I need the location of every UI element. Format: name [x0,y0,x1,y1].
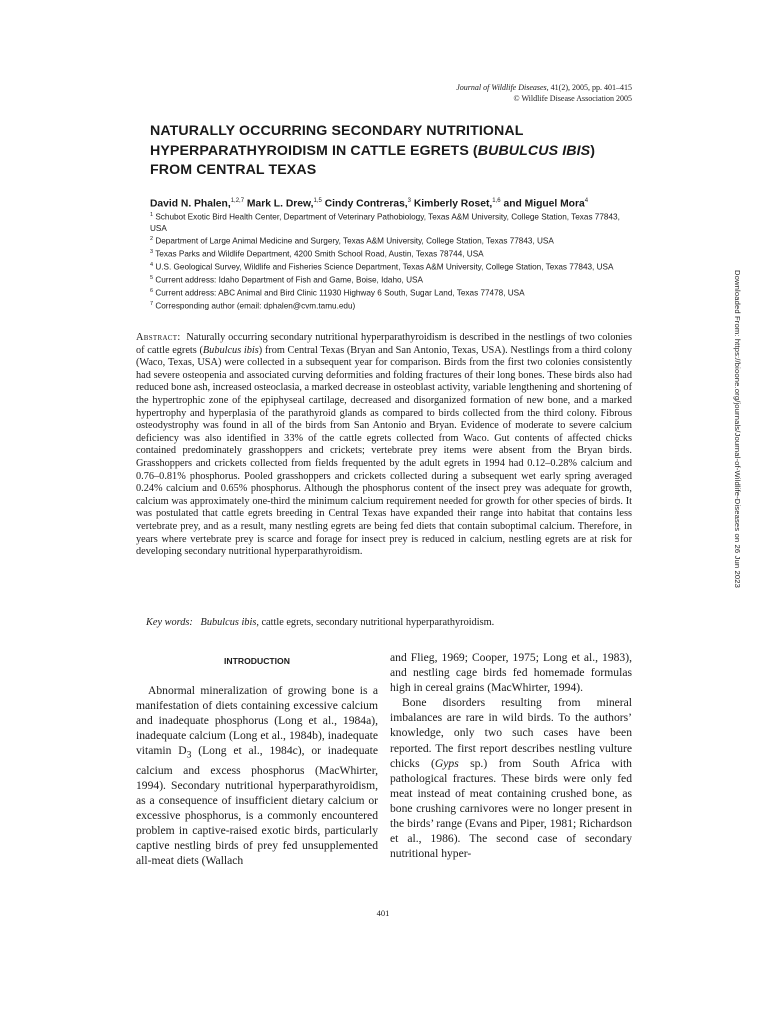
author-name: Kimberly Roset, [411,198,493,210]
affiliation-item: $^3$ Texas Parks and Wildlife Department, 4200 Smith School Road, Austin, Texas 78744, USA [150,249,484,259]
species-name: Bubulcus ibis [202,344,259,356]
article-title [150,122,630,181]
keywords-label: Key words: [146,617,193,628]
author-name: Cindy Contreras, [321,198,408,210]
body-paragraph: Abnormal mineralization of growing bone is a manifestation of diets containing excessive calcium and inadequate phosphorus (Long et al., 1984a), inadequate calcium (Long et al., 1984b), inadequate vitamin $D_3$ (Long et al., 1984c), or inadequate calcium and excess phosphorus (MacWhirter, 1994). Secondary nutritional hyperparathyroidism, as a consequence of insufficient dietary calcium or excessive phosphorus, is a commonly encountered problem in captive-raised exotic birds, particularly captive nestling birds of prey fed unsupplemented all-meat diets (Wallach [136,684,378,868]
title-part-1: NATURALLY OCCURRING SECONDARY NUTRITIONAL HYPERPARATHYROIDISM IN CATTLE EGRETS ( [150,123,524,159]
journal-volume: 41(2), 2005, pp. 401–415 [550,83,632,92]
body-paragraph: and Flieg, 1969; Cooper, 1975; Long et al., 1983), and nestling cage birds fed homemade formulas high in cereal grains (MacWhirter, 1994). [390,651,632,695]
page-number: 401 [376,908,390,918]
journal-citation-line [380,82,632,93]
author-name: and Miguel Mora [500,198,585,210]
body-paragraph: Bone disorders resulting from mineral imbalances are rare in wild birds. To the authors’ knowledge, only two such cases have been reported. The first report describes nestling vulture chicks (Gyps sp.) from South Africa with pathological fractures. These birds were only fed meat instead of meat containing crushed bone, as bone crushing carnivores were no longer present in the birds’ range (Evans and Piper, 1981; Richardson et al., 1986). The second case of secondary nutritional hyper- [390,696,632,861]
author-name: David N. Phalen, [150,198,231,210]
author-affiliation-marks: 3 [407,198,411,204]
title-part-2: ) FROM CENTRAL TEXAS [150,142,596,178]
keywords: Key words: Bubulcus ibis, cattle egrets, secondary nutritional hyperparathyroidism. [146,617,495,628]
title-species: BUBULCUS IBIS [477,142,591,159]
body-column-right [390,650,632,861]
affiliation-item: $^7$ Corresponding author (email: dphalen@cvm.tamu.edu) [150,300,356,311]
keyword-species: Bubulcus ibis [200,617,257,628]
affiliation-item: $^1$ Schubot Exotic Bird Health Center, Department of Veterinary Pathobiology, Texas A&M University, College Station, Texas 77843, USA [150,212,620,233]
author-affiliation-marks: 1,2,7 [230,198,245,204]
abstract: Abstract: Naturally occurring secondary nutritional hyperparathyroidism is described in the nestlings of two colonies of cattle egrets (Bubulcus ibis) from Central Texas (Bryan and San Antonio, Texas, USA). Nestlings from a third colony (Waco, Texas, USA) were collected in a subsequent year for comparison. Birds from the first two colonies consistently had severe osteopenia and associated curving deformities and folding fractures of their long bones. These birds also had reduced bone ash, increased osteoclasia, a marked decrease in osteoblast activity, variable lengthening and shortening of the hypertrophic zone of the epiphyseal cartilage, decreased and disorganized formation of new bone, and a marked hypertrophy and hyperplasia of the parathyroid glands as compared to birds collected from the third colony. Fibrous osteodystrophy was found in all of the birds from San Antonio and Bryan. Evidence of moderate to severe calcium deficiency was also identified in 33% of the cattle egrets collected from Waco. Gut contents of affected chicks contained predominately grasshoppers and crickets; vertebrate prey items were absent from the Bryan birds. Grasshoppers and crickets collected from fields frequented by the adult egrets in 1994 had 0.12–0.28% calcium and 0.76–0.81% phosphorus. Pooled grasshoppers and crickets collected during a subsequent wet early spring averaged 0.24% calcium and 0.65% phosphorus. Although the phosphorus content of the insect prey was adequate for growth, calcium was approximately one-third the minimum calcium requirement needed for growth for other species of birds. It was postulated that cattle egrets breeding in Central Texas have expanded their range into habitat that contains less vertebrate prey, and as a result, many nestling egrets are being fed diets that contain suboptimal calcium. Therefore, in years where vertebrate prey is scarce and forage for insect prey is reduced in calcium, nestling egrets are at risk for developing secondary nutritional hyperparathyroidism. [136,332,633,558]
affiliation-item: $^2$ Department of Large Animal Medicine and Surgery, Texas A&M University, College Station, Texas 77843, USA [150,236,554,246]
author-affiliation-marks: 4 [584,198,589,204]
author-affiliation-marks: 1,6 [492,198,501,204]
download-watermark: Downloaded From: https://bioone.org/journals/Journal-of-Wildlife-Diseases on 26 Jun 2023 [733,270,742,588]
journal-name: Journal of Wildlife Diseases, [456,83,549,92]
body-column-left [136,650,378,869]
author-list [150,194,630,211]
abstract-label: Abstract: [136,332,181,343]
genus-name: Gyps [434,756,459,770]
author-affiliation-marks: 1,5 [313,198,322,204]
affiliation-item: $^5$ Current address: Idaho Department of Fish and Game, Boise, Idaho, USA [150,274,423,285]
corresponding-author-email: Corresponding author (email: dphalen@cvm.tamu.edu) [155,301,356,311]
author-name: Mark L. Drew, [244,198,314,210]
affiliation-item: $^4$ U.S. Geological Survey, Wildlife and Fisheries Science Department, Texas A&M University, College Station, Texas 77843, USA [150,262,614,272]
copyright-line: © Wildlife Disease Association 2005 [513,94,632,103]
journal-header [380,82,632,104]
section-heading-introduction: INTRODUCTION [224,656,290,666]
affiliation-list [136,210,630,312]
affiliation-item: $^6$ Current address: ABC Animal and Bird Clinic 11930 Highway 6 South, Sugar Land, Texas 77478, USA [150,287,525,298]
